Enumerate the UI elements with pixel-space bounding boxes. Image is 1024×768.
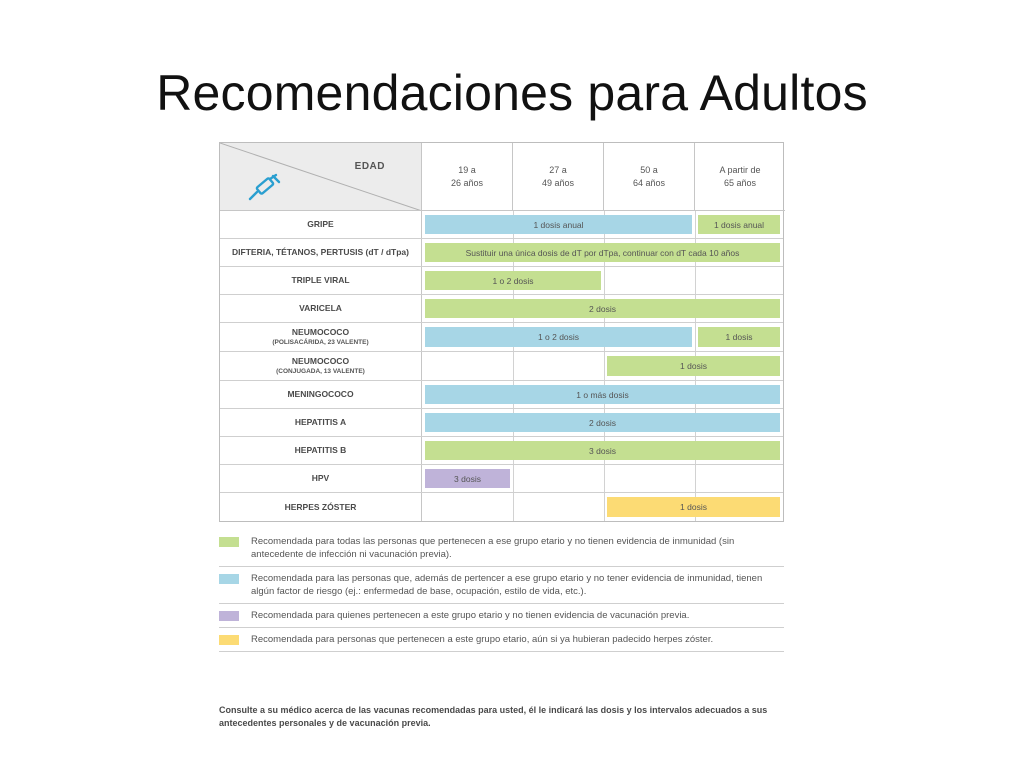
vaccine-name-cell [220, 437, 422, 464]
age-group-line2: 49 años [541, 177, 575, 188]
age-group-line1: 50 a [640, 164, 658, 175]
vaccine-name: NEUMOCOCO [291, 356, 350, 366]
age-group-header [513, 143, 604, 211]
vaccine-name-cell [220, 381, 422, 408]
vaccine-name-cell [220, 352, 422, 380]
recommendation-bar-blue: 1 dosis anual [425, 215, 692, 234]
vaccine-row [220, 211, 783, 239]
vaccine-name: VARICELA [299, 303, 342, 313]
footer-note: Consulte a su médico acerca de las vacunas recomendadas para usted, él le indicará las dosis y los intervalos adecuados a sus antecedentes personales y de vacunación previa. [219, 705, 768, 728]
age-group-line1: 19 a [458, 164, 476, 175]
legend-swatch-green [219, 537, 239, 547]
recommendation-bar-green: 1 dosis [698, 327, 780, 347]
column-divider [513, 352, 514, 380]
vaccine-name: HERPES ZÓSTER [284, 501, 357, 512]
vaccine-name-cell [220, 239, 422, 266]
recommendation-bar-blue: 1 o 2 dosis [425, 327, 692, 347]
recommendation-bar-yellow: 1 dosis [607, 497, 780, 517]
vaccine-row [220, 409, 783, 437]
column-divider [695, 465, 696, 492]
vaccine-name: MENINGOCOCO [287, 389, 354, 399]
vaccine-row [220, 437, 783, 465]
legend-swatch-yellow [219, 635, 239, 645]
vaccine-row [220, 239, 783, 267]
vaccination-schedule-table [219, 142, 784, 522]
legend-item [219, 604, 784, 628]
vaccine-row [220, 352, 783, 381]
recommendation-bar-blue: 2 dosis [425, 413, 780, 432]
column-divider [604, 465, 605, 492]
vaccine-name-cell [220, 295, 422, 322]
legend-text: Recomendada para personas que pertenecen a este grupo etario, aún si ya hubieran padecido herpes zóster. [251, 634, 714, 645]
vaccine-name-cell [220, 465, 422, 492]
vaccine-name-cell [220, 211, 422, 238]
recommendation-bar-green: 1 o 2 dosis [425, 271, 601, 290]
age-group-header [604, 143, 695, 211]
recommendation-bar-green: 1 dosis [607, 356, 780, 376]
age-group-line2: 65 años [723, 177, 757, 188]
recommendation-bar-green: 2 dosis [425, 299, 780, 318]
syringe-icon [246, 173, 282, 203]
column-divider [695, 323, 696, 351]
vaccine-name: NEUMOCOCO [291, 327, 350, 337]
column-divider [604, 493, 605, 521]
vaccine-subtype: (CONJUGADA, 13 VALENTE) [276, 368, 365, 375]
age-group-line1: A partir de [719, 164, 761, 175]
column-divider [695, 211, 696, 238]
recommendation-bar-green: 3 dosis [425, 441, 780, 460]
vaccine-row [220, 323, 783, 352]
legend-swatch-purple [219, 611, 239, 621]
column-divider [695, 267, 696, 294]
vaccine-name-cell [220, 267, 422, 294]
header-corner [220, 143, 422, 211]
vaccine-row [220, 381, 783, 409]
recommendation-bar-green: Sustituir una única dosis de dT por dTpa, continuar con dT cada 10 años [425, 243, 780, 262]
age-group-header [695, 143, 785, 211]
vaccine-name: DIFTERIA, TÉTANOS, PERTUSIS (dT / dTpa) [232, 247, 409, 257]
vaccine-name: HEPATITIS B [294, 445, 347, 455]
vaccine-name: HEPATITIS A [294, 417, 347, 427]
age-group-line2: 26 años [450, 177, 484, 188]
vaccine-subtype: (POLISACÁRIDA, 23 VALENTE) [272, 339, 369, 346]
vaccine-name: GRIPE [307, 219, 334, 229]
vaccine-row [220, 295, 783, 323]
vaccine-row [220, 267, 783, 295]
legend-item [219, 530, 784, 567]
vaccine-name-cell [220, 493, 422, 521]
legend-item [219, 628, 784, 652]
vaccine-name: TRIPLE VIRAL [291, 275, 350, 285]
vaccine-row [220, 493, 783, 521]
column-divider [513, 465, 514, 492]
legend-text: Recomendada para las personas que, además de pertencer a ese grupo etario y no tener evidencia de inmunidad, tienen algún factor de riesgo (ej.: enfermedad de base, ocupación, estilo de vida, etc.). [251, 573, 763, 597]
age-group-header [422, 143, 513, 211]
recommendation-bar-blue: 1 o más dosis [425, 385, 780, 404]
legend-text: Recomendada para todas las personas que pertenecen a ese grupo etario y no tienen evidencia de inmunidad (sin antecedente de infección ni vacunación previa). [251, 536, 735, 560]
recommendation-bar-green: 1 dosis anual [698, 215, 780, 234]
age-group-line1: 27 a [549, 164, 567, 175]
column-divider [513, 493, 514, 521]
legend-swatch-blue [219, 574, 239, 584]
vaccine-name: HPV [311, 473, 330, 483]
vaccine-row [220, 465, 783, 493]
age-group-line2: 64 años [632, 177, 666, 188]
column-divider [604, 352, 605, 380]
column-divider [604, 267, 605, 294]
vaccine-name-cell [220, 409, 422, 436]
slide-title: Recomendaciones para Adultos [156, 65, 868, 121]
recommendation-bar-purple: 3 dosis [425, 469, 510, 488]
legend-item [219, 567, 784, 604]
legend-text: Recomendada para quienes pertenecen a este grupo etario y no tienen evidencia de vacunación previa. [251, 610, 690, 621]
vaccine-name-cell [220, 323, 422, 351]
legend [219, 530, 784, 652]
edad-label: EDAD [354, 161, 385, 172]
